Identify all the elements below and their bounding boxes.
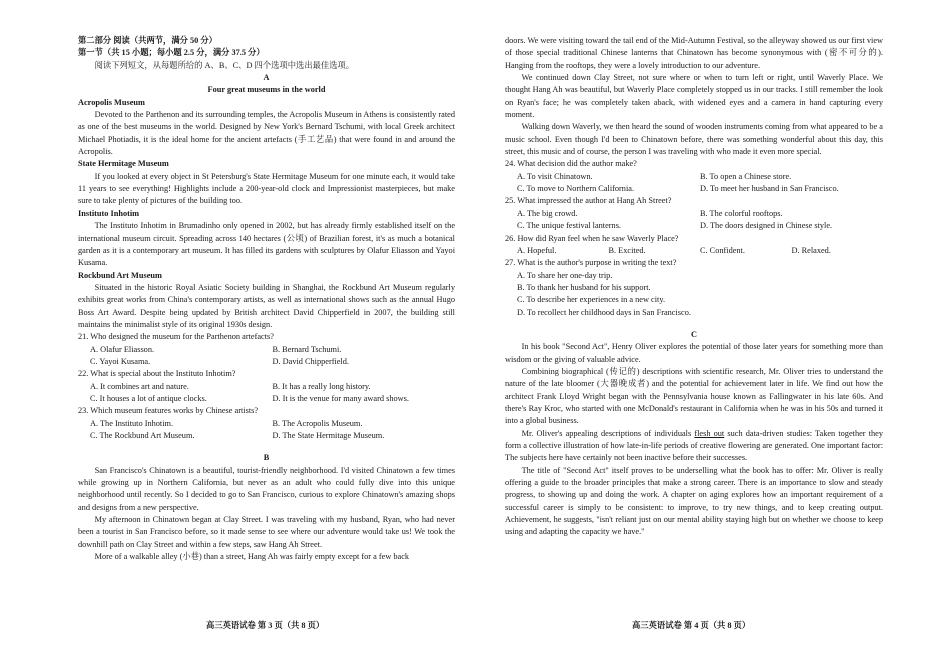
text-run: such data-driven studies: Taken together they form a collective illustration of how late-in-life periods of creative flowering are generated. One important factor: The subjects here have certainly not been inactive before their successes. xyxy=(505,428,883,463)
museum-2-text: If you looked at every object in St Petersburg's State Hermitage Museum for one minute each, it would take 11 years to see everything! Highlights include a 200-year-old clock and Impressionist masterpieces, but make sure to take plenty of pictures of the building too. xyxy=(78,171,455,206)
option: B. To thank her husband for his support. xyxy=(517,282,651,292)
question-23-options xyxy=(78,418,455,443)
question-27: 27. What is the author's purpose in writing the text? xyxy=(505,258,677,268)
question-21-options xyxy=(78,344,455,369)
option: C. The unique festival lanterns. xyxy=(517,221,621,231)
question-23: 23. Which museum features works by Chinese artists? xyxy=(78,406,259,416)
option: B. Bernard Tschumi. xyxy=(272,344,342,354)
passage-b-paragraph-3: More of a walkable alley (小巷) than a street, Hang Ah was fairly empty except for a few back xyxy=(94,552,410,562)
right-column xyxy=(505,35,883,539)
option: D. The doors designed in Chinese style. xyxy=(700,221,833,231)
option: A. The Instituto Inhotim. xyxy=(90,418,174,428)
museum-1-title: Acropolis Museum xyxy=(78,97,145,107)
question-26-options xyxy=(505,245,883,257)
passage-c-paragraph-1: In his book "Second Act", Henry Oliver explores the potential of those later years for something more than wisdom or the giving of valuable advice. xyxy=(505,342,883,364)
question-24-options xyxy=(505,171,883,196)
option: D. David Chipperfield. xyxy=(272,356,349,366)
option: A. The big crowd. xyxy=(517,208,578,218)
section-a-title: Four great museums in the world xyxy=(207,85,326,95)
museum-4-text: Situated in the historic Royal Asiatic Society building in Shanghai, the Rockbund Art Museum regularly exhibits great works from China's contemporary artists, as well as international shows such as the annual Hugo Boss Art Award. Despite being updated by British architect David Chipperfield in 2007, the building still maintains the minimalist style of its original 1930s design. xyxy=(78,282,455,329)
option: A. Hopeful. xyxy=(517,245,557,255)
section-c-letter: C xyxy=(691,329,697,339)
option: C. To describe her experiences in a new city. xyxy=(517,295,666,305)
museum-1-text: Devoted to the Parthenon and its surrounding temples, the Acropolis Museum in Athens is consistently rated as one of the best museums in the world. Designed by New York's Bernard Tschumi, with local Greek architect Michael Photiadis, it is the ideal home for the ancient artefacts (手工艺品) that were found in and around the Acropolis. xyxy=(78,110,455,157)
option: A. To visit Chinatown. xyxy=(517,171,593,181)
passage-c-paragraph-4: The title of "Second Act" itself proves to be underselling what the book has to offer: Mr. Oliver is really offering a guide to the broader principles that make a strong career. There is an importance to slow and steady progress, to showing up and doing the work. A chapter on aging explores how an important requirement of a successful career is simply to be consistent: to improve, to try new things, and to keep creating output. Achievement, he suggests, "isn't reliant just on our mental ability staying high but on whether we choose to keep using and adapting the capacity we have." xyxy=(505,465,883,537)
page-footer-right: 高三英语试卷 第 4 页（共 8 页） xyxy=(632,621,751,630)
section-heading: 第一节（共 15 小题；每小题 2.5 分，满分 37.5 分） xyxy=(78,48,265,58)
option: C. The Rockbund Art Museum. xyxy=(90,431,195,440)
instruction-text: 阅读下列短文，从每题所给的 A、B、C、D 四个选项中选出最佳选项。 xyxy=(94,60,355,70)
question-26: 26. How did Ryan feel when he saw Waverly Place? xyxy=(505,233,679,243)
question-21: 21. Who designed the museum for the Parthenon artefacts? xyxy=(78,332,274,342)
question-25: 25. What impressed the author at Hang Ah Street? xyxy=(505,196,672,206)
question-25-options xyxy=(505,208,883,233)
section-a-letter: A xyxy=(263,73,270,83)
option: B. Excited. xyxy=(608,245,646,255)
underlined-phrase: flesh out xyxy=(694,428,725,438)
option: C. Yayoi Kusama. xyxy=(90,356,151,366)
option: B. To open a Chinese store. xyxy=(700,171,792,181)
question-22: 22. What is special about the Instituto Inhotim? xyxy=(78,369,236,379)
option: B. The colorful rooftops. xyxy=(700,208,783,218)
option: A. To share her one-day trip. xyxy=(517,270,613,280)
museum-3-text: The Instituto Inhotim in Brumadinho only opened in 2002, but has already firmly established itself on the international museum circuit. Spreading across 140 hectares (公顷) of Brazilian forest, it's as much a botanical garden as it is a contemporary art museum. It has filled its gardens with sculptures by Olafur Eliasson and Yayoi Kusama. xyxy=(78,221,455,268)
passage-b-paragraph-3-continued: doors. We were visiting toward the tail end of the Mid-Autumn Festival, so the alleyway showed us our first view of those special traditional Chinese lanterns that Chinatown has become synonymous with (密不可分的). Hanging from the rooftops, they were a lovely introduction to our adventure. xyxy=(505,36,883,70)
part-heading: 第二部分 阅读（共两节，满分 50 分） xyxy=(78,36,217,45)
question-27-options xyxy=(505,270,883,319)
option: A. It combines art and nature. xyxy=(90,381,189,391)
left-column xyxy=(78,35,455,563)
passage-b-paragraph-4: We continued down Clay Street, not sure where or when to turn left or right, until Waverly Place. We thought Hang Ah was beautiful, but Waverly Place completely stopped us in our tracks. I still remember the look on Ryan's face; he was completely taken aback, with widened eyes and a camera in hand capturing every moment. xyxy=(505,73,883,120)
page-footer-left: 高三英语试卷 第 3 页（共 8 页） xyxy=(206,621,325,630)
museum-2-title: State Hermitage Museum xyxy=(78,159,169,169)
museum-3-title: Instituto Inhotim xyxy=(78,208,140,218)
option: D. Relaxed. xyxy=(791,245,831,255)
option: C. Confident. xyxy=(700,245,745,255)
text-run: Mr. Oliver's appealing descriptions of individuals xyxy=(521,428,695,438)
option: C. It houses a lot of antique clocks. xyxy=(90,393,207,403)
option: D. It is the venue for many award shows. xyxy=(272,393,409,403)
passage-b-paragraph-5: Walking down Waverly, we then heard the sound of wooden instruments coming from what appeared to be a music school. Even though I'd been to Chinatown before, there was something wonderful about this day, this street, this music and of course, the person I was traveling with who made it even more special. xyxy=(505,122,883,157)
option: D. To meet her husband in San Francisco. xyxy=(700,184,839,194)
option: C. To move to Northern California. xyxy=(517,184,635,194)
passage-c-paragraph-2: Combining biographical (传记的) descriptions with scientific research, Mr. Oliver tries to understand the nature of the late bloomer (大器晚成者) and the potential for achievement later in life. We find out how the architect Frank Lloyd Wright began with the Pennsylvania house known as Fallingwater in his late 60s. And there's Ray Kroc, who started with one McDonald's restaurant in California when he was in his 50s and turned it into a global business. xyxy=(505,366,883,426)
option: D. The State Hermitage Museum. xyxy=(272,431,385,440)
option: D. To recollect her childhood days in San Francisco. xyxy=(517,307,691,317)
museum-4-title: Rockbund Art Museum xyxy=(78,270,162,280)
question-24: 24. What decision did the author make? xyxy=(505,159,637,169)
option: B. It has a really long history. xyxy=(272,381,371,391)
option: A. Olafur Eliasson. xyxy=(90,344,155,354)
section-b-letter: B xyxy=(263,453,270,463)
question-22-options xyxy=(78,381,455,406)
option: B. The Acropolis Museum. xyxy=(272,418,363,428)
passage-b-paragraph-1: San Francisco's Chinatown is a beautiful, tourist-friendly neighborhood. I'd visited Chinatown a few times while growing up in Northern California, but never as an adult who could fully dive into this unique neighborhood until recently. So I decided to go to San Francisco, curious to explore Chinatown's amazing shops and designs from a new perspective. xyxy=(78,465,455,512)
passage-b-paragraph-2: My afternoon in Chinatown began at Clay Street. I was traveling with my husband, Ryan, who had never been a tourist in San Francisco before, so it made sense to see where our adventure would take us! We took the downhill path on Clay Street and within a few steps, saw Hang Ah Street. xyxy=(78,515,455,549)
passage-c-paragraph-3 xyxy=(505,428,883,465)
